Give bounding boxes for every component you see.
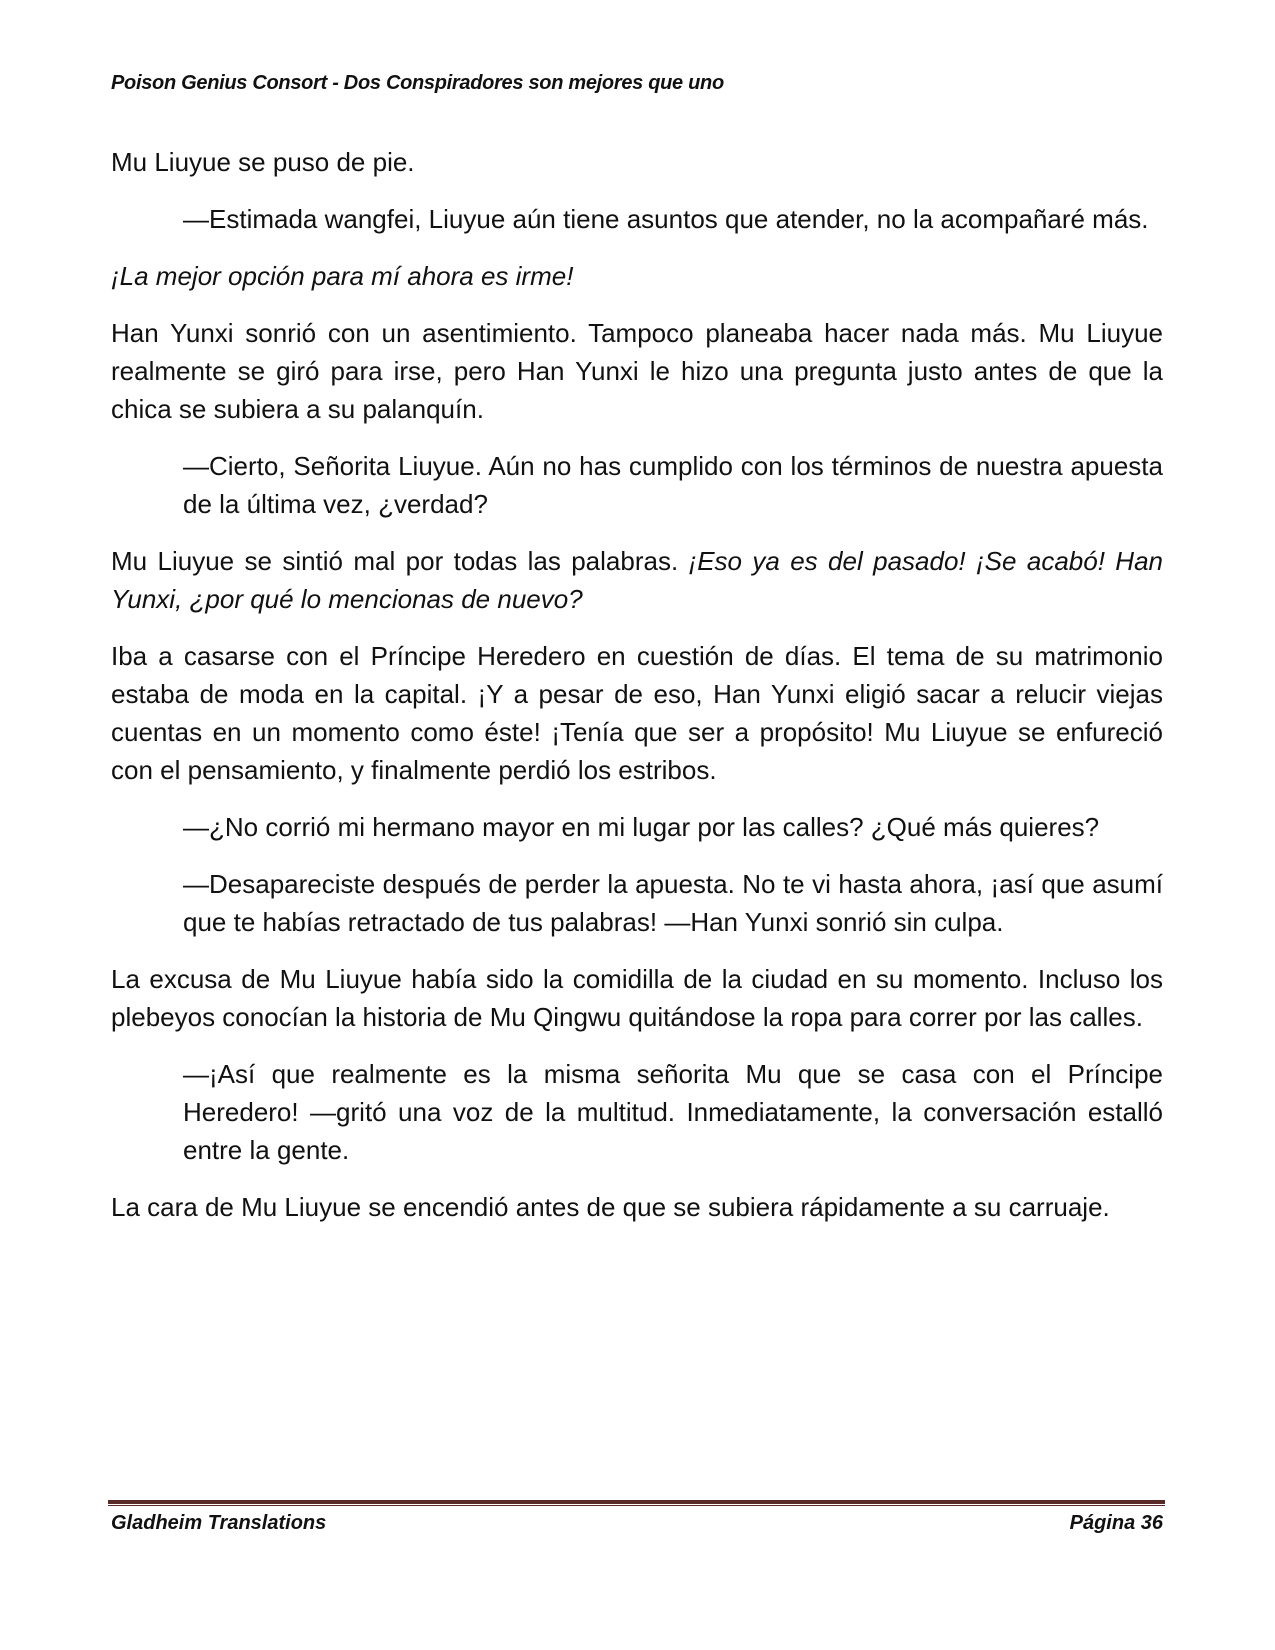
- paragraph-text: Mu Liuyue se sintió mal por todas las palabras.: [111, 546, 689, 576]
- dialogue-paragraph: —Cierto, Señorita Liuyue. Aún no has cumplido con los términos de nuestra apuesta de la última vez, ¿verdad?: [183, 451, 1163, 519]
- dialogue-paragraph: —Desapareciste después de perder la apuesta. No te vi hasta ahora, ¡así que asumí que te habías retractado de tus palabras! —Han Yunxi sonrió sin culpa.: [183, 869, 1163, 937]
- page-body: [111, 143, 1163, 1245]
- paragraph: Han Yunxi sonrió con un asentimiento. Tampoco planeaba hacer nada más. Mu Liuyue realmente se giró para irse, pero Han Yunxi le hizo una pregunta justo antes de que la chica se subiera a su palanquín.: [111, 318, 1163, 424]
- paragraph: Iba a casarse con el Príncipe Heredero en cuestión de días. El tema de su matrimonio estaba de moda en la capital. ¡Y a pesar de eso, Han Yunxi eligió sacar a relucir viejas cuentas en un momento como éste! ¡Tenía que ser a propósito! Mu Liuyue se enfureció con el pensamiento, y finalmente perdió los estribos.: [111, 641, 1163, 785]
- footer-divider: [108, 1500, 1165, 1506]
- thought-text: ¡Eso ya es del pasado! ¡Se acabó! Han Yunxi, ¿por qué lo mencionas de nuevo?: [111, 546, 1163, 614]
- paragraph: La cara de Mu Liuyue se encendió antes de que se subiera rápidamente a su carruaje.: [111, 1192, 1110, 1222]
- footer-publisher: Gladheim Translations: [111, 1512, 327, 1534]
- paragraph: La excusa de Mu Liuyue había sido la comidilla de la ciudad en su momento. Incluso los plebeyos conocían la historia de Mu Qingwu quitándose la ropa para correr por las calles.: [111, 964, 1163, 1032]
- paragraph: [111, 542, 1163, 618]
- dialogue-paragraph: —¿No corrió mi hermano mayor en mi lugar por las calles? ¿Qué más quieres?: [183, 812, 1100, 842]
- page-number: Página 36: [1069, 1512, 1163, 1534]
- paragraph: Mu Liuyue se puso de pie.: [111, 147, 415, 177]
- running-header: Poison Genius Consort - Dos Conspiradores son mejores que uno: [111, 72, 724, 94]
- dialogue-paragraph: —¡Así que realmente es la misma señorita Mu que se casa con el Príncipe Heredero! —gritó una voz de la multitud. Inmediatamente, la conversación estalló entre la gente.: [183, 1059, 1163, 1165]
- thought-paragraph: ¡La mejor opción para mí ahora es irme!: [111, 261, 574, 291]
- dialogue-paragraph: —Estimada wangfei, Liuyue aún tiene asuntos que atender, no la acompañaré más.: [183, 204, 1149, 234]
